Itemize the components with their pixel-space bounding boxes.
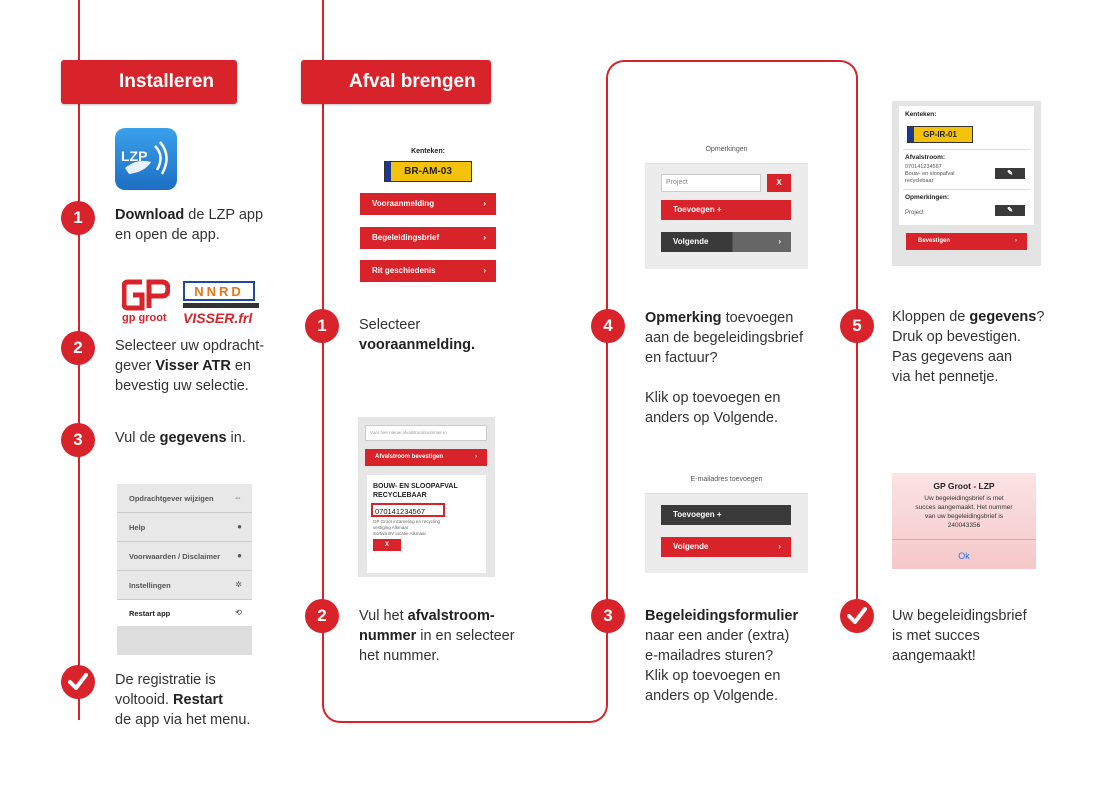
col1-step1-number: 1: [61, 201, 95, 235]
lzp-app-icon: [115, 128, 177, 190]
success-dialog: GP Groot - LZP Uw begeleidingsbrief is met succes aangemaakt. Het nummer van uw begeleidingsbrief is 240043356 Ok: [892, 473, 1036, 569]
visser-logo: [183, 303, 259, 308]
pencil-icon: ✎: [1007, 207, 1013, 214]
emailadres-shot: [645, 467, 808, 573]
gp-groot-text: gp groot: [122, 312, 167, 324]
col1-step3-text: Vul de gegevens in.: [115, 430, 246, 446]
menu-item[interactable]: Instellingen ✲: [117, 571, 252, 600]
vooraanmelding-button[interactable]: Vooraanmelding ›: [360, 193, 496, 215]
nnrd-text: NNRD: [194, 284, 244, 299]
chevron-right-icon: ›: [483, 233, 486, 242]
opmerkingen-shot: [645, 137, 808, 269]
lzp-app-label: LZP: [121, 148, 148, 164]
afval-brengen-header: [301, 60, 491, 104]
gear-icon: ✲: [235, 580, 242, 589]
afvalstroom-number-box: 070141234567: [371, 503, 445, 517]
email-volgende-button[interactable]: Volgende ›: [661, 537, 791, 557]
checkmark-icon: [847, 607, 867, 625]
menu-item[interactable]: Help ●: [117, 513, 252, 542]
chevron-right-icon: ›: [483, 266, 486, 275]
question-icon: ●: [237, 522, 242, 531]
col3-step3-number: 3: [591, 599, 625, 633]
kenteken-shot: Kenteken: BR-AM-03 Vooraanmelding › Begeleidingsbrief › Rit geschiedenis ›: [360, 148, 496, 283]
afvalstroom-bevestigen-button[interactable]: Afvalstroom bevestigen ›: [365, 449, 487, 466]
chevron-right-icon: ›: [778, 542, 781, 551]
col3-step4-text: Opmerking toevoegen aan de begeleidingsbrief en factuur? Klik op toevoegen en anders op Volgende.: [645, 310, 804, 426]
installeren-header: [61, 60, 237, 104]
afval-brengen-title: Afval brengen: [349, 71, 476, 92]
col1-step1-text: Download de LZP app en open de app.: [115, 207, 264, 243]
opmerking-input[interactable]: Project: [661, 174, 761, 192]
col2-step1-number: 1: [305, 309, 339, 343]
exchange-icon: ⇔: [234, 493, 242, 502]
opmerkingen-header: Opmerkingen: [645, 137, 808, 164]
clear-x-button[interactable]: X: [767, 174, 791, 192]
menu-screenshot: [117, 484, 252, 655]
dialog-title: GP Groot - LZP: [933, 481, 995, 491]
menu-item[interactable]: Voorwaarden / Disclaimer ●: [117, 542, 252, 571]
volgende-button[interactable]: Volgende ›: [661, 232, 791, 252]
edit-afval-button[interactable]: [995, 168, 1025, 179]
col1-step2-text: Selecteer uw opdracht- gever Visser ATR en bevestig uw selectie.: [115, 338, 265, 394]
col3-line: [606, 78, 608, 618]
nnrd-logo: [183, 281, 255, 301]
license-plate: BR-AM-03: [384, 161, 472, 182]
afvalstroom-input[interactable]: Voer hier nieuw afvalstroomnummer in: [365, 425, 487, 441]
email-toevoegen-button[interactable]: Toevoegen +: [661, 505, 791, 525]
col3-step3-text: Begeleidingsformulier naar een ander (extra) e-mailadres sturen? Klik op toevoegen en anders op Volgende.: [645, 608, 799, 704]
pencil-icon: ✎: [1007, 170, 1013, 177]
download-bold: Download: [115, 207, 185, 223]
visser-logo-text: VISSER.frl: [183, 310, 253, 326]
col3-step4-number: 4: [591, 309, 625, 343]
chevron-right-icon: ›: [1015, 238, 1017, 244]
dialog-ok-button[interactable]: Ok: [958, 551, 970, 561]
overzicht-card: Kenteken: GP-IR-01 Afvalstroom: 070141234567 Bouw- en sloopafval recyclebaar ✎ Opmerkingen: Project ✎: [899, 106, 1034, 225]
rit-geschiedenis-button[interactable]: Rit geschiedenis ›: [360, 260, 496, 282]
edit-opmerking-button[interactable]: [995, 205, 1025, 216]
col1-done-text: De registratie is voltooid. Restart de app via het menu.: [115, 672, 251, 728]
refresh-icon: ⟲: [235, 608, 242, 617]
info-icon: ●: [237, 551, 242, 560]
toevoegen-button[interactable]: Toevoegen +: [661, 200, 791, 220]
chevron-right-icon: ›: [475, 454, 477, 460]
col1-done-check: [61, 665, 95, 699]
begeleidingsbrief-button[interactable]: Begeleidingsbrief ›: [360, 227, 496, 249]
installeren-title: Installeren: [119, 71, 215, 92]
col4-line: [856, 78, 858, 618]
col1-step2-number: 2: [61, 331, 95, 365]
col1-step3-number: 3: [61, 423, 95, 457]
chevron-right-icon: ›: [483, 199, 486, 208]
menu-item-restart[interactable]: Restart app ⟲: [117, 600, 252, 626]
emailadres-header: E-mailadres toevoegen: [645, 467, 808, 494]
license-plate-2: GP-IR-01: [907, 126, 973, 143]
chevron-right-icon: ›: [778, 237, 781, 246]
remove-x-button[interactable]: X: [373, 539, 401, 551]
col4-done-check: [840, 599, 874, 633]
col2-step1-text: Selecteer vooraanmelding.: [359, 317, 476, 353]
col4-step5-text: Kloppen de gegevens? Druk op bevestigen. Pas gegevens aan via het pennetje.: [892, 309, 1045, 385]
col2-step2-number: 2: [305, 599, 339, 633]
bevestigen-button[interactable]: Bevestigen ›: [906, 233, 1027, 250]
menu-item[interactable]: Opdrachtgever wijzigen ⇔: [117, 484, 252, 513]
col4-done-text: Uw begeleidingsbrief is met succes aangemaakt!: [892, 608, 1027, 664]
checkmark-icon: [68, 673, 88, 691]
overzicht-shot: [892, 101, 1041, 266]
gp-groot-logo: [122, 278, 170, 326]
afvalstroom-card: BOUW- EN SLOOPAFVAL RECYCLEBAAR 070141234567 GP Groot inzameling en recycling vestiging Alkmaar Sortiva BV locatie Alkmaar X: [367, 475, 486, 573]
col2-step2-text: Vul het afvalstroom- nummer in en selecteer het nummer.: [359, 608, 515, 664]
afvalstroom-shot: [358, 417, 495, 577]
col4-step5-number: 5: [840, 309, 874, 343]
